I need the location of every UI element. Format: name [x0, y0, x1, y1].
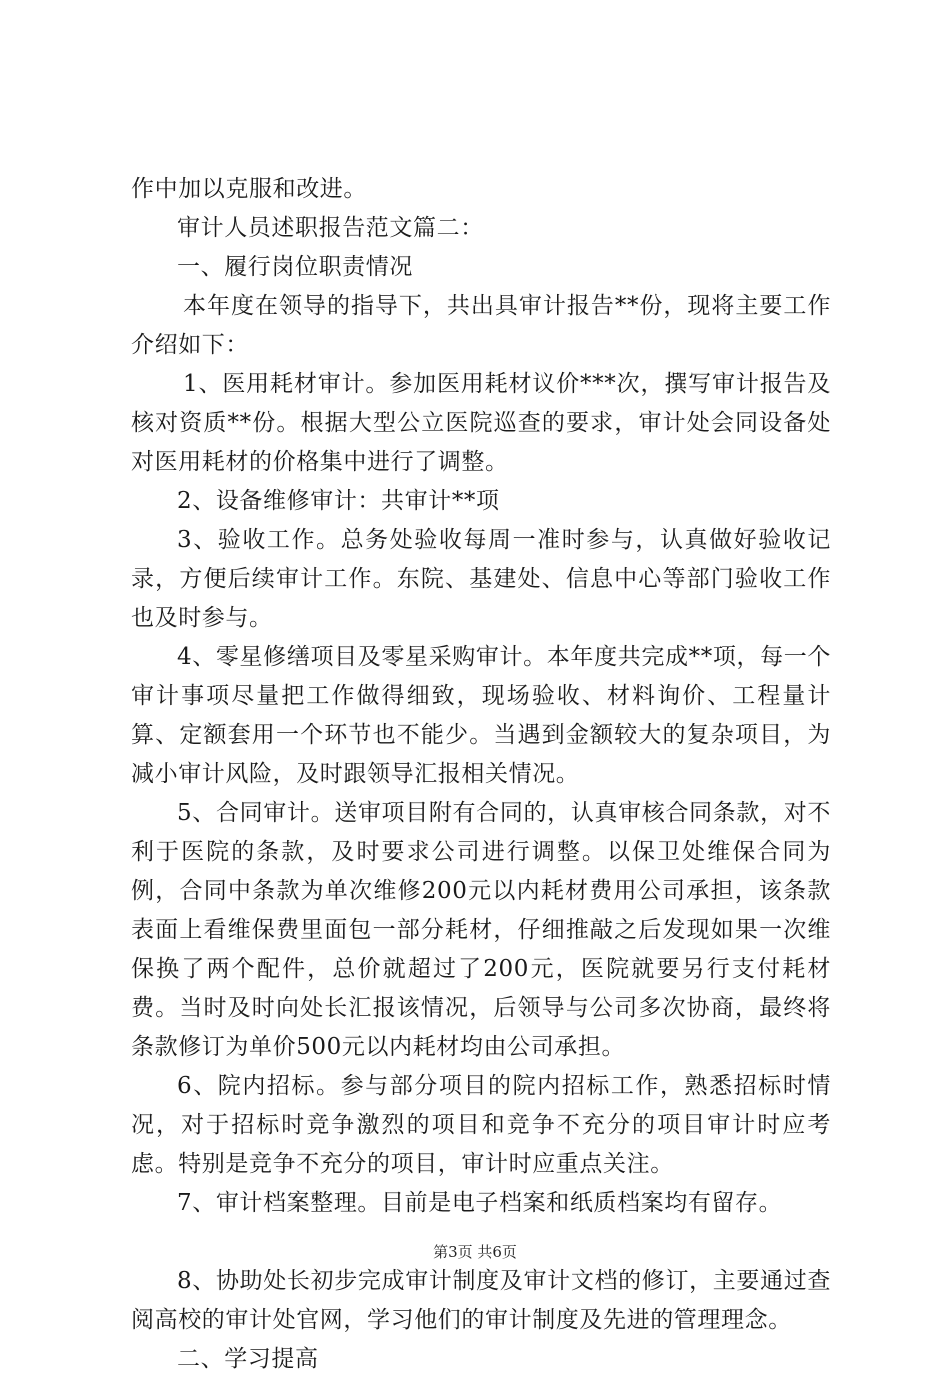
paragraph-item-3: 3、验收工作。总务处验收每周一准时参与，认真做好验收记录，方便后续审计工作。东院、基建处、信息中心等部门验收工作也及时参与。 [131, 527, 831, 631]
paragraph-item-6: 6、院内招标。参与部分项目的院内招标工作，熟悉招标时情况，对于招标时竞争激烈的项目和竞争不充分的项目审计时应考虑。特别是竞争不充分的项目，审计时应重点关注。 [131, 1073, 831, 1177]
paragraph-item-7: 7、审计档案整理。目前是电子档案和纸质档案均有留存。 [177, 1190, 783, 1216]
section-heading-article-two: 审计人员述职报告范文篇二： [177, 215, 484, 241]
paragraph-continuation: 作中加以克服和改进。 [131, 176, 367, 202]
document-body [131, 170, 831, 1379]
page-footer: 第3页 共6页 [433, 1243, 517, 1261]
paragraph-item-1: 1、医用耗材审计。参加医用耗材议价***次，撰写审计报告及核对资质**份。根据大型公立医院巡查的要求，审计处会同设备处对医用耗材的价格集中进行了调整。 [131, 371, 831, 475]
paragraph-item-8: 8、协助处长初步完成审计制度及审计文档的修订，主要通过查阅高校的审计处官网，学习他们的审计制度及先进的管理理念。 [131, 1268, 831, 1333]
section-heading-duties: 一、履行岗位职责情况 [177, 254, 413, 280]
paragraph-item-2: 2、设备维修审计：共审计**项 [177, 488, 500, 514]
paragraph-item-5: 5、合同审计。送审项目附有合同的，认真审核合同条款，对不利于医院的条款，及时要求公司进行调整。以保卫处维保合同为例，合同中条款为单次维修200元以内耗材费用公司承担，该条款表面上看维保费里面包一部分耗材，仔细推敲之后发现如果一次维保换了两个配件，总价就超过了200元，医院就要另行支付耗材费。当时及时向处长汇报该情况，后领导与公司多次协商，最终将条款修订为单价500元以内耗材均由公司承担。 [131, 800, 831, 1060]
section-heading-learning: 二、学习提高 [177, 1346, 319, 1372]
paragraph-intro: 本年度在领导的指导下，共出具审计报告**份，现将主要工作介绍如下： [131, 293, 831, 358]
paragraph-item-4: 4、零星修缮项目及零星采购审计。本年度共完成**项，每一个审计事项尽量把工作做得细致，现场验收、材料询价、工程量计算、定额套用一个环节也不能少。当遇到金额较大的复杂项目，为减小审计风险，及时跟领导汇报相关情况。 [131, 644, 831, 787]
